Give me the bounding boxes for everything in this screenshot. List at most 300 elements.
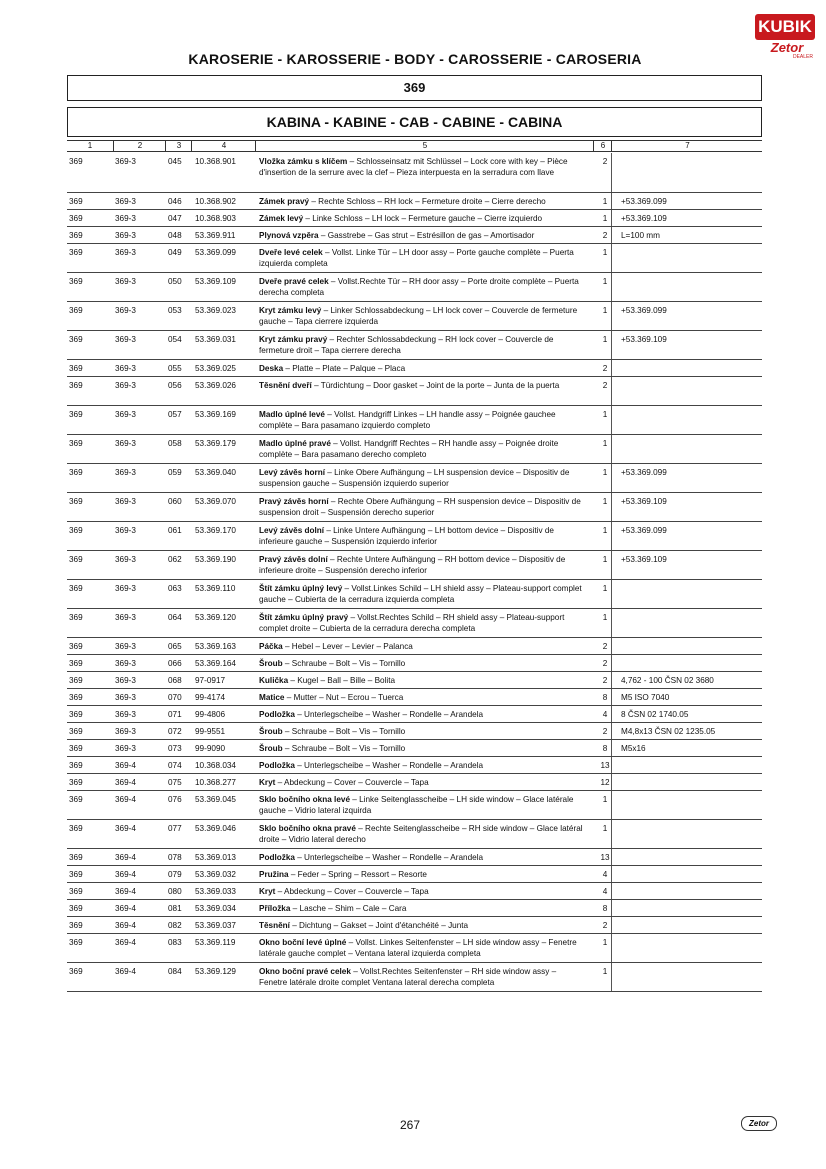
cell-subgroup: 369-4 [115, 887, 136, 896]
part-name-cz: Podložka [259, 853, 295, 862]
part-name-cz: Příložka [259, 904, 291, 913]
cell-quantity: 1 [602, 526, 608, 535]
cell-subgroup: 369-3 [115, 214, 136, 223]
part-name-cz: Kryt [259, 887, 276, 896]
table-row [67, 302, 762, 331]
cell-description [259, 937, 585, 959]
cell-group: 369 [69, 710, 83, 719]
table-row [67, 153, 762, 193]
cell-quantity: 2 [602, 921, 608, 930]
cell-subgroup: 369-3 [115, 584, 136, 593]
zetor-footer-logo: Zetor [741, 1116, 777, 1131]
cell-position: 060 [168, 497, 182, 506]
part-name-cz: Podložka [259, 710, 295, 719]
cell-description [259, 903, 585, 914]
cell-position: 054 [168, 335, 182, 344]
cell-group: 369 [69, 778, 83, 787]
part-translations: – Lasche – Shim – Cale – Cara [290, 904, 407, 913]
cell-quantity: 13 [600, 761, 610, 770]
part-translations: – Unterlegscheibe – Washer – Rondelle – Arandela [294, 853, 484, 862]
table-row [67, 849, 762, 866]
cell-part-number: 53.369.032 [195, 870, 236, 879]
cell-group: 369 [69, 248, 83, 257]
table-row [67, 609, 762, 638]
cell-position: 084 [168, 967, 182, 976]
dealer-text: DEALER [792, 54, 813, 60]
cell-part-number: 53.369.045 [195, 795, 236, 804]
cell-description [259, 886, 585, 897]
cell-description [259, 760, 585, 771]
part-name-cz: Levý závěs dolní [259, 526, 325, 535]
cell-quantity: 1 [602, 248, 608, 257]
cell-description [259, 641, 585, 652]
part-translations: – Vollst. Handgriff Rechtes – RH handle assy – Poignée droite complète – Bara pasamano derecho completo [259, 439, 559, 459]
cell-subgroup: 369-4 [115, 778, 136, 787]
column-divider [611, 791, 612, 819]
cell-part-number: 99-4174 [195, 693, 226, 702]
cell-position: 070 [168, 693, 182, 702]
cell-quantity: 2 [602, 381, 608, 390]
column-divider [611, 580, 612, 608]
cell-quantity: 1 [602, 497, 608, 506]
cell-group: 369 [69, 584, 83, 593]
column-divider [611, 849, 612, 865]
table-row [67, 900, 762, 917]
cell-subgroup: 369-3 [115, 727, 136, 736]
part-name-cz: Kryt [259, 778, 276, 787]
part-translations: – Vollst. Handgriff Linkes – LH handle assy – Poignée gauchee complète – Bara pasamano izquierdo completo [259, 410, 556, 430]
table-row [67, 791, 762, 820]
cell-subgroup: 369-3 [115, 277, 136, 286]
part-translations: – Rechte Schloss – RH lock – Fermeture droite – Cierre derecho [309, 197, 546, 206]
cell-group: 369 [69, 659, 83, 668]
cell-subgroup: 369-3 [115, 555, 136, 564]
cell-subgroup: 369-4 [115, 870, 136, 879]
section-title-box: KABINA - KABINE - CAB - CABINE - CABINA [67, 107, 762, 137]
column-divider [611, 273, 612, 301]
part-translations: – Mutter – Nut – Ecrou – Tuerca [284, 693, 404, 702]
part-translations: – Linke Untere Aufhängung – LH bottom device – Dispositiv de inferieure gauche – Suspensión izquierdo inferior [259, 526, 554, 546]
cell-description [259, 692, 585, 703]
cell-subgroup: 369-3 [115, 659, 136, 668]
part-name-cz: Pravý závěs dolní [259, 555, 328, 564]
part-translations: – Abdeckung – Cover – Couvercle – Tapa [275, 778, 429, 787]
cell-position: 057 [168, 410, 182, 419]
col-header-4: 4 [191, 141, 256, 151]
cell-position: 073 [168, 744, 182, 753]
cell-group: 369 [69, 214, 83, 223]
column-divider [611, 706, 612, 722]
column-divider [611, 866, 612, 882]
part-translations: – Schlosseinsatz mit Schlüssel – Lock core with key – Pièce d'insertion de la serrure avec la clef – Pieza interpuesta en la serradura com llave [259, 157, 568, 177]
table-row [67, 757, 762, 774]
cell-quantity: 2 [602, 727, 608, 736]
cell-position: 068 [168, 676, 182, 685]
cell-position: 081 [168, 904, 182, 913]
cell-group: 369 [69, 853, 83, 862]
cell-note: +53.369.109 [621, 555, 667, 564]
table-row [67, 244, 762, 273]
cell-quantity: 2 [602, 231, 608, 240]
cell-group: 369 [69, 381, 83, 390]
cell-part-number: 53.369.031 [195, 335, 236, 344]
part-name-cz: Madlo úplné levé [259, 410, 325, 419]
cell-position: 079 [168, 870, 182, 879]
part-translations: – Schraube – Bolt – Vis – Tornillo [282, 727, 406, 736]
cell-part-number: 53.369.109 [195, 277, 236, 286]
cell-quantity: 8 [602, 744, 608, 753]
column-divider [611, 464, 612, 492]
column-divider [611, 917, 612, 933]
cell-description [259, 709, 585, 720]
cell-part-number: 53.369.110 [195, 584, 236, 593]
table-row [67, 866, 762, 883]
cell-group: 369 [69, 693, 83, 702]
cell-subgroup: 369-3 [115, 468, 136, 477]
cell-quantity: 1 [602, 214, 608, 223]
cell-group: 369 [69, 795, 83, 804]
column-divider [611, 493, 612, 521]
part-name-cz: Okno boční pravé celek [259, 967, 351, 976]
column-divider [611, 774, 612, 790]
part-translations: – Schraube – Bolt – Vis – Tornillo [282, 659, 406, 668]
cell-note: +53.369.109 [621, 335, 667, 344]
part-translations: – Feder – Spring – Ressort – Resorte [288, 870, 427, 879]
part-name-cz: Deska [259, 364, 284, 373]
part-name-cz: Štít zámku úplný levý [259, 584, 343, 593]
cell-quantity: 1 [602, 306, 608, 315]
cell-description [259, 777, 585, 788]
cell-note: +53.369.099 [621, 526, 667, 535]
cell-subgroup: 369-4 [115, 795, 136, 804]
column-divider [611, 377, 612, 405]
cell-description [259, 409, 585, 431]
cell-position: 064 [168, 613, 182, 622]
page-title: KAROSERIE - KAROSSERIE - BODY - CAROSSERIE - CAROSERIA [188, 51, 642, 67]
column-divider [611, 522, 612, 550]
cell-description [259, 156, 585, 178]
cell-position: 049 [168, 248, 182, 257]
column-divider [611, 435, 612, 463]
part-translations: – Vollst. Linke Tür – LH door assy – Porte gauche complète – Puerta izquierda completa [259, 248, 574, 268]
table-row [67, 360, 762, 377]
part-translations: – Vollst.Linkes Schild – LH shield assy – Plateau-support complet gauche – Cubierta de la cerradura izquierda completa [259, 584, 582, 604]
column-divider [611, 406, 612, 434]
cell-group: 369 [69, 277, 83, 286]
cell-subgroup: 369-3 [115, 439, 136, 448]
col-header-6: 6 [593, 141, 612, 151]
cell-description [259, 726, 585, 737]
table-row [67, 493, 762, 522]
table-row [67, 820, 762, 849]
column-divider [611, 740, 612, 756]
table-row [67, 406, 762, 435]
part-name-cz: Pružina [259, 870, 289, 879]
cell-position: 047 [168, 214, 182, 223]
page-number: 267 [399, 1118, 421, 1132]
cell-group: 369 [69, 157, 83, 166]
part-translations: – Linke Obere Aufhängung – LH suspension device – Dispositiv de suspension gauche – Suspensión izquierdo superior [259, 468, 570, 488]
cell-part-number: 53.369.120 [195, 613, 236, 622]
cell-description [259, 496, 585, 518]
table-row [67, 580, 762, 609]
cell-part-number: 53.369.040 [195, 468, 236, 477]
column-divider [611, 963, 612, 991]
cell-group: 369 [69, 824, 83, 833]
col-header-1: 1 [87, 141, 93, 150]
cell-position: 059 [168, 468, 182, 477]
cell-subgroup: 369-4 [115, 824, 136, 833]
cell-part-number: 10.368.277 [195, 778, 236, 787]
table-row [67, 273, 762, 302]
part-name-cz: Zámek pravý [259, 197, 310, 206]
cell-subgroup: 369-3 [115, 744, 136, 753]
table-row [67, 522, 762, 551]
part-translations: – Schraube – Bolt – Vis – Tornillo [282, 744, 406, 753]
cell-part-number: 53.369.129 [195, 967, 236, 976]
table-row [67, 464, 762, 493]
column-divider [611, 153, 612, 192]
cell-description [259, 743, 585, 754]
kubik-zetor-logo [755, 14, 815, 60]
column-header-row [67, 140, 762, 152]
cell-subgroup: 369-3 [115, 335, 136, 344]
cell-quantity: 1 [602, 824, 608, 833]
cell-position: 080 [168, 887, 182, 896]
part-translations: – Rechte Obere Aufhängung – RH suspension device – Dispositiv de suspension droit – Suspensión derecho superior [259, 497, 581, 517]
table-row [67, 689, 762, 706]
cell-group: 369 [69, 938, 83, 947]
col-header-5: 5 [255, 141, 594, 151]
cell-part-number: 53.369.169 [195, 410, 236, 419]
cell-description [259, 247, 585, 269]
cell-part-number: 53.369.070 [195, 497, 236, 506]
column-divider [611, 302, 612, 330]
cell-position: 050 [168, 277, 182, 286]
cell-subgroup: 369-3 [115, 642, 136, 651]
part-name-cz: Plynová vzpěra [259, 231, 319, 240]
cell-position: 065 [168, 642, 182, 651]
cell-part-number: 99-4806 [195, 710, 226, 719]
table-row [67, 638, 762, 655]
cell-position: 076 [168, 795, 182, 804]
part-name-cz: Šroub [259, 744, 283, 753]
cell-position: 077 [168, 824, 182, 833]
part-translations: – Dichtung – Gakset – Joint d'étanchéité – Junta [289, 921, 469, 930]
part-translations: – Vollst.Rechtes Seitenfenster – RH side window assy – Fenetre latérale droite complet Ventana lateral derecha completa [259, 967, 557, 987]
part-translations: – Linker Schlossabdeckung – LH lock cover – Couvercle de fermeture gauche – Tapa cierrere izquierda [259, 306, 578, 326]
table-row [67, 551, 762, 580]
cell-position: 074 [168, 761, 182, 770]
cell-description [259, 794, 585, 816]
column-divider [611, 331, 612, 359]
cell-group: 369 [69, 410, 83, 419]
cell-position: 048 [168, 231, 182, 240]
cell-quantity: 1 [602, 277, 608, 286]
cell-note: +53.369.109 [621, 214, 667, 223]
cell-part-number: 53.369.046 [195, 824, 236, 833]
table-row [67, 377, 762, 406]
cell-subgroup: 369-3 [115, 231, 136, 240]
cell-subgroup: 369-3 [115, 693, 136, 702]
part-translations: – Türdichtung – Door gasket – Joint de la porte – Junta de la puerta [311, 381, 560, 390]
cell-position: 075 [168, 778, 182, 787]
column-divider [611, 883, 612, 899]
cell-part-number: 53.369.099 [195, 248, 236, 257]
cell-subgroup: 369-3 [115, 497, 136, 506]
group-number-box: 369 [67, 75, 762, 101]
cell-group: 369 [69, 468, 83, 477]
column-divider [611, 723, 612, 739]
part-translations: – Vollst.Rechte Tür – RH door assy – Porte droite complète – Puerta derecha completa [259, 277, 579, 297]
part-name-cz: Dveře pravé celek [259, 277, 329, 286]
cell-description [259, 612, 585, 634]
table-row [67, 672, 762, 689]
cell-subgroup: 369-3 [115, 613, 136, 622]
column-divider [611, 360, 612, 376]
table-row [67, 934, 762, 963]
part-name-cz: Madlo úplné pravé [259, 439, 331, 448]
cell-group: 369 [69, 887, 83, 896]
cell-quantity: 2 [602, 676, 608, 685]
column-divider [611, 672, 612, 688]
part-name-cz: Sklo bočního okna pravé [259, 824, 356, 833]
kubik-logo-text: KUBIK [755, 14, 815, 40]
cell-quantity: 4 [602, 870, 608, 879]
cell-quantity: 1 [602, 967, 608, 976]
cell-position: 078 [168, 853, 182, 862]
cell-part-number: 53.369.033 [195, 887, 236, 896]
cell-note: +53.369.099 [621, 197, 667, 206]
col-header-7: 7 [611, 141, 763, 151]
cell-description [259, 869, 585, 880]
cell-description [259, 852, 585, 863]
cell-note: +53.369.099 [621, 306, 667, 315]
cell-description [259, 467, 585, 489]
table-row [67, 227, 762, 244]
cell-position: 056 [168, 381, 182, 390]
cell-description [259, 334, 585, 356]
cell-subgroup: 369-4 [115, 761, 136, 770]
cell-part-number: 53.369.023 [195, 306, 236, 315]
cell-part-number: 10.368.903 [195, 214, 236, 223]
column-divider [611, 655, 612, 671]
cell-description [259, 196, 585, 207]
cell-group: 369 [69, 904, 83, 913]
part-name-cz: Štít zámku úplný pravý [259, 613, 349, 622]
column-divider [611, 210, 612, 226]
part-name-cz: Sklo bočního okna levé [259, 795, 350, 804]
table-row [67, 706, 762, 723]
cell-group: 369 [69, 335, 83, 344]
part-translations: – Rechte Seitenglasscheibe – RH side window – Glace latéral droite – Vidrio lateral derecho [259, 824, 583, 844]
cell-subgroup: 369-3 [115, 526, 136, 535]
part-name-cz: Dveře levé celek [259, 248, 323, 257]
cell-group: 369 [69, 921, 83, 930]
cell-subgroup: 369-3 [115, 676, 136, 685]
cell-position: 063 [168, 584, 182, 593]
cell-group: 369 [69, 364, 83, 373]
part-name-cz: Páčka [259, 642, 283, 651]
part-name-cz: Okno boční levé úplné [259, 938, 347, 947]
cell-group: 369 [69, 613, 83, 622]
cell-subgroup: 369-3 [115, 710, 136, 719]
cell-part-number: 53.369.190 [195, 555, 236, 564]
cell-quantity: 2 [602, 659, 608, 668]
cell-group: 369 [69, 231, 83, 240]
part-translations: – Unterlegscheibe – Washer – Rondelle – Arandela [294, 710, 484, 719]
cell-description [259, 363, 585, 374]
cell-part-number: 10.368.901 [195, 157, 236, 166]
cell-quantity: 8 [602, 904, 608, 913]
cell-subgroup: 369-3 [115, 306, 136, 315]
table-row [67, 435, 762, 464]
part-name-cz: Vložka zámku s klíčem [259, 157, 348, 166]
part-translations: – Hebel – Lever – Levier – Palanca [282, 642, 413, 651]
cell-part-number: 53.369.911 [195, 231, 236, 240]
cell-subgroup: 369-3 [115, 248, 136, 257]
cell-part-number: 53.369.179 [195, 439, 236, 448]
cell-description [259, 675, 585, 686]
cell-subgroup: 369-3 [115, 381, 136, 390]
cell-part-number: 53.369.037 [195, 921, 236, 930]
table-row [67, 883, 762, 900]
cell-description [259, 230, 585, 241]
cell-position: 061 [168, 526, 182, 535]
cell-part-number: 53.369.170 [195, 526, 236, 535]
table-row [67, 963, 762, 992]
col-header-2: 2 [113, 141, 166, 151]
part-translations: – Abdeckung – Cover – Couvercle – Tapa [275, 887, 429, 896]
cell-note: +53.369.099 [621, 468, 667, 477]
part-name-cz: Pravý závěs horní [259, 497, 329, 506]
cell-description [259, 823, 585, 845]
part-translations: – Rechte Untere Aufhängung – RH bottom device – Dispositiv de inferieure droite – Suspensión derecho inferior [259, 555, 566, 575]
cell-quantity: 12 [600, 778, 610, 787]
cell-subgroup: 369-4 [115, 904, 136, 913]
cell-quantity: 8 [602, 693, 608, 702]
part-name-cz: Těsnění dveří [259, 381, 312, 390]
cell-description [259, 276, 585, 298]
part-translations: – Vollst. Linkes Seitenfenster – LH side window assy – Fenetre latérale gauche complet – Ventana lateral izquierda completa [259, 938, 577, 958]
cell-group: 369 [69, 744, 83, 753]
part-translations: – Gasstrebe – Gas strut – Estrésillon de gas – Amortisador [318, 231, 535, 240]
cell-quantity: 4 [602, 887, 608, 896]
cell-quantity: 1 [602, 584, 608, 593]
cell-description [259, 438, 585, 460]
table-row [67, 331, 762, 360]
cell-quantity: 13 [600, 853, 610, 862]
cell-position: 058 [168, 439, 182, 448]
cell-part-number: 10.368.034 [195, 761, 236, 770]
table-row [67, 193, 762, 210]
cell-group: 369 [69, 555, 83, 564]
cell-subgroup: 369-4 [115, 967, 136, 976]
col-header-3: 3 [165, 141, 192, 151]
column-divider [611, 934, 612, 962]
cell-subgroup: 369-3 [115, 157, 136, 166]
part-translations: – Kugel – Ball – Bille – Bolita [288, 676, 396, 685]
part-name-cz: Matice [259, 693, 285, 702]
cell-group: 369 [69, 306, 83, 315]
table-row [67, 740, 762, 757]
cell-position: 072 [168, 727, 182, 736]
cell-note: 8 ČSN 02 1740.05 [621, 710, 689, 719]
cell-group: 369 [69, 642, 83, 651]
part-name-cz: Těsnění [259, 921, 290, 930]
cell-group: 369 [69, 967, 83, 976]
column-divider [611, 609, 612, 637]
